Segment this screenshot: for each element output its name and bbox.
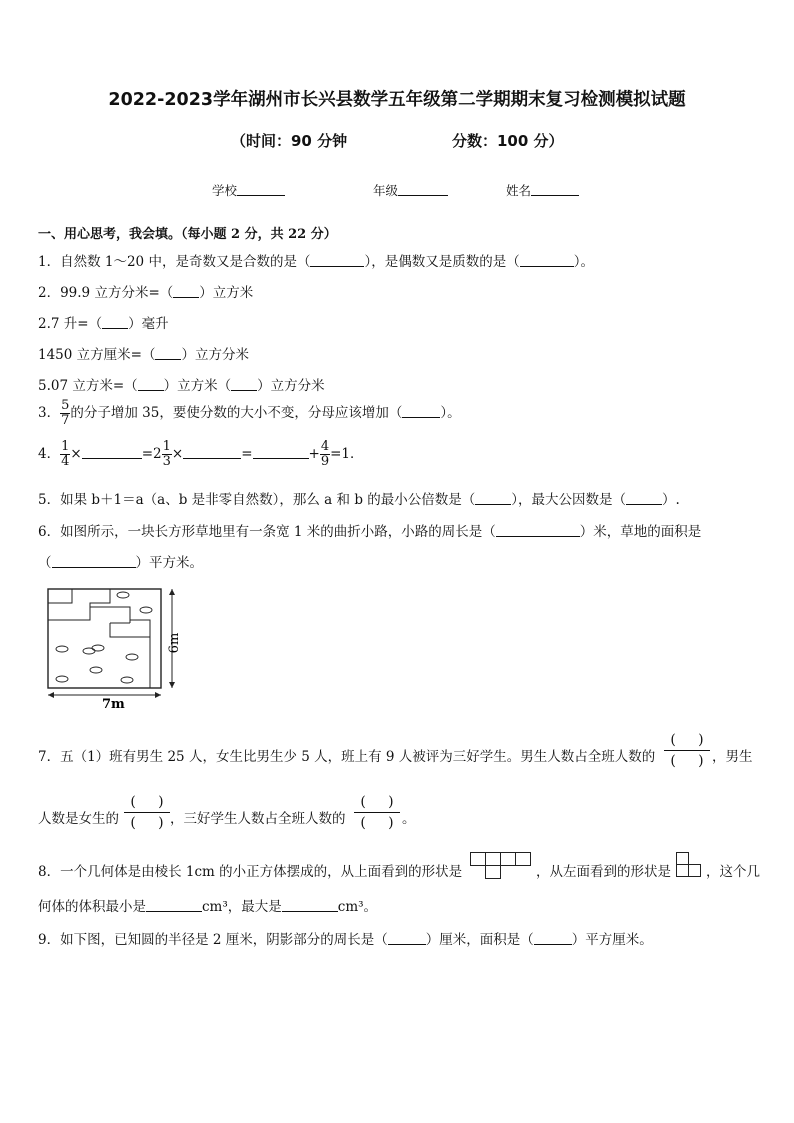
q4-f1-num: 1 [61, 439, 70, 454]
question-6-line-2 [38, 551, 203, 571]
exam-title: 2022-2023学年湖州市长兴县数学五年级第二学期期末复习检测模拟试题 [108, 90, 686, 110]
q8-blank-2[interactable] [282, 899, 338, 912]
name-blank[interactable] [531, 183, 579, 196]
q6-text-b: ）米，草地的面积是 [579, 524, 702, 540]
q2-blank-2[interactable] [102, 316, 128, 329]
q4-fraction-2 [162, 440, 172, 469]
q9-blank-1[interactable] [388, 932, 426, 945]
q6-blank-1[interactable] [496, 524, 580, 537]
section-heading: 一、用心思考，我会填。（每小题 2 分，共 22 分） [38, 227, 337, 242]
q7-text-b: ，男生 [712, 749, 753, 765]
q4-fraction-1 [60, 440, 70, 469]
q7-paren-fraction-2[interactable]: $\frac{( )}{( )}$ [124, 792, 170, 833]
q2-l4-text-a: 5.07 立方米=（ [38, 378, 138, 394]
question-3 [38, 399, 461, 428]
q5-text-c: ）. [662, 492, 680, 508]
q4-blank-3[interactable] [253, 446, 309, 459]
q2-l2-text-b: ）毫升 [128, 316, 169, 332]
q9-blank-2[interactable] [534, 932, 572, 945]
q3-blank[interactable] [402, 405, 440, 418]
question-9 [38, 928, 653, 948]
q8-text-e: cm³，最大是 [202, 899, 282, 915]
q2-blank-4[interactable] [138, 378, 164, 391]
grade-blank[interactable] [398, 183, 448, 196]
height-label: 6m [167, 632, 182, 654]
q1-text-b: ），是偶数又是质数的是（ [364, 254, 520, 270]
question-8-line-2 [38, 895, 377, 915]
width-label: 7m [102, 697, 125, 712]
q2-l2-text-a: 2.7 升=（ [38, 316, 103, 332]
q4-times-2: × [171, 446, 184, 462]
question-4 [38, 440, 364, 469]
q1-blank-1[interactable] [310, 254, 364, 267]
q8-text-f: cm³。 [337, 899, 378, 915]
q6-text-c: （ [38, 555, 52, 571]
lawn-rectangle [48, 589, 161, 688]
q4-blank-1[interactable] [82, 446, 142, 459]
left-view-icon [676, 852, 704, 880]
exam-score: 分数：100 分） [452, 132, 564, 150]
question-1 [38, 250, 594, 270]
q1-blank-2[interactable] [520, 254, 574, 267]
q8-blank-1[interactable] [146, 899, 202, 912]
top-view-icon [470, 852, 532, 882]
question-2-line-3 [38, 343, 249, 363]
school-label: 学校 [212, 183, 238, 198]
q7-paren-fraction-3[interactable]: $\frac{( )}{( )}$ [354, 792, 400, 833]
exam-time: （时间：90 分钟 [231, 132, 348, 150]
q4-times-1: × [70, 446, 82, 462]
question-6-line-1 [38, 520, 701, 540]
q4-plus: + [308, 446, 320, 462]
q3-frac-num: 5 [61, 398, 70, 413]
lawn-path-figure [40, 585, 190, 710]
q2-l3-text-b: ）立方分米 [181, 347, 249, 363]
q6-blank-2[interactable] [52, 555, 136, 568]
path-edge-upper-2 [48, 589, 110, 620]
q7-paren-fraction-1[interactable]: $\frac{( )}{( )}$ [664, 730, 710, 771]
q4-f2-den: 3 [162, 454, 171, 469]
q5-blank-2[interactable] [626, 492, 662, 505]
q8-text-c: ，这个几 [706, 864, 760, 880]
q9-text-a: 9．如下图，已知圆的半径是 2 厘米，阴影部分的周长是（ [38, 932, 388, 948]
school-field [212, 181, 285, 199]
q4-f2-num: 1 [162, 439, 171, 454]
q6-text-a: 6．如图所示，一块长方形草地里有一条宽 1 米的曲折小路，小路的周长是（ [38, 524, 496, 540]
q8-text-d: 何体的体积最小是 [38, 899, 146, 915]
grade-label: 年级 [373, 183, 399, 198]
q3-frac-den: 7 [61, 413, 70, 428]
q2-l3-text-a: 1450 立方厘米=（ [38, 347, 156, 363]
path-edge-lower [110, 607, 150, 688]
q4-f3-num: 4 [320, 439, 330, 454]
q4-fraction-3 [320, 440, 330, 469]
q4-end: =1． [330, 446, 364, 462]
q7-text-d: ，三好学生人数占全班人数的 [170, 811, 346, 827]
school-blank[interactable] [237, 183, 285, 196]
q8-text-a: 8．一个几何体是由棱长 1cm 的小正方体摆成的，从上面看到的形状是 [38, 864, 463, 880]
q7-text-a: 7．五（1）班有男生 25 人，女生比男生少 5 人，班上有 9 人被评为三好学生。男生人数占全班人数的 [38, 749, 656, 765]
q1-text-c: ）。 [573, 254, 594, 270]
q9-text-c: ）平方厘米。 [571, 932, 653, 948]
q2-l4-text-b: ）立方米（ [163, 378, 232, 394]
q4-blank-2[interactable] [183, 446, 241, 459]
q6-text-d: ）平方米。 [135, 555, 203, 571]
question-2-line-2 [38, 312, 169, 332]
q7-text-c: 人数是女生的 [38, 811, 119, 827]
q2-l1-text-b: ）立方米 [199, 285, 254, 301]
q5-text-b: ），最大公因数是（ [511, 492, 626, 508]
name-field [506, 181, 579, 199]
q4-f3-den: 9 [320, 454, 330, 469]
path-edge-upper [48, 589, 72, 603]
q3-fraction [60, 399, 70, 428]
q8-text-b: ，从左面看到的形状是 [536, 864, 671, 880]
name-label: 姓名 [506, 183, 532, 198]
q4-eq: = [241, 446, 253, 462]
q2-blank-1[interactable] [173, 285, 199, 298]
q1-text-a: 1．自然数 1～20 中，是奇数又是合数的是（ [38, 254, 311, 270]
q3-text: 的分子增加 35，要使分数的大小不变，分母应该增加（ [70, 405, 403, 421]
question-7-line-1 [38, 745, 655, 765]
question-2-line-4 [38, 374, 325, 394]
q2-l1-text-a: 2．99.9 立方分米=（ [38, 285, 174, 301]
q5-blank-1[interactable] [475, 492, 511, 505]
q2-blank-5[interactable] [231, 378, 257, 391]
q7-text-e: 。 [402, 811, 416, 827]
q4-eq2: =2 [141, 446, 162, 462]
q4-f1-den: 4 [61, 454, 70, 469]
q9-text-b: ）厘米，面积是（ [425, 932, 534, 948]
q5-text-a: 5．如果 b＋1＝a（a、b 是非零自然数），那么 a 和 b 的最小公倍数是（ [38, 492, 476, 508]
q3-end: ）。 [440, 405, 461, 421]
question-5 [38, 488, 680, 508]
question-2-line-1 [38, 281, 253, 301]
q3-number: 3． [38, 405, 61, 421]
grade-field [373, 181, 448, 199]
q2-l4-text-c: ）立方分米 [257, 378, 325, 394]
q4-number: 4． [38, 446, 61, 462]
q2-blank-3[interactable] [155, 347, 181, 360]
